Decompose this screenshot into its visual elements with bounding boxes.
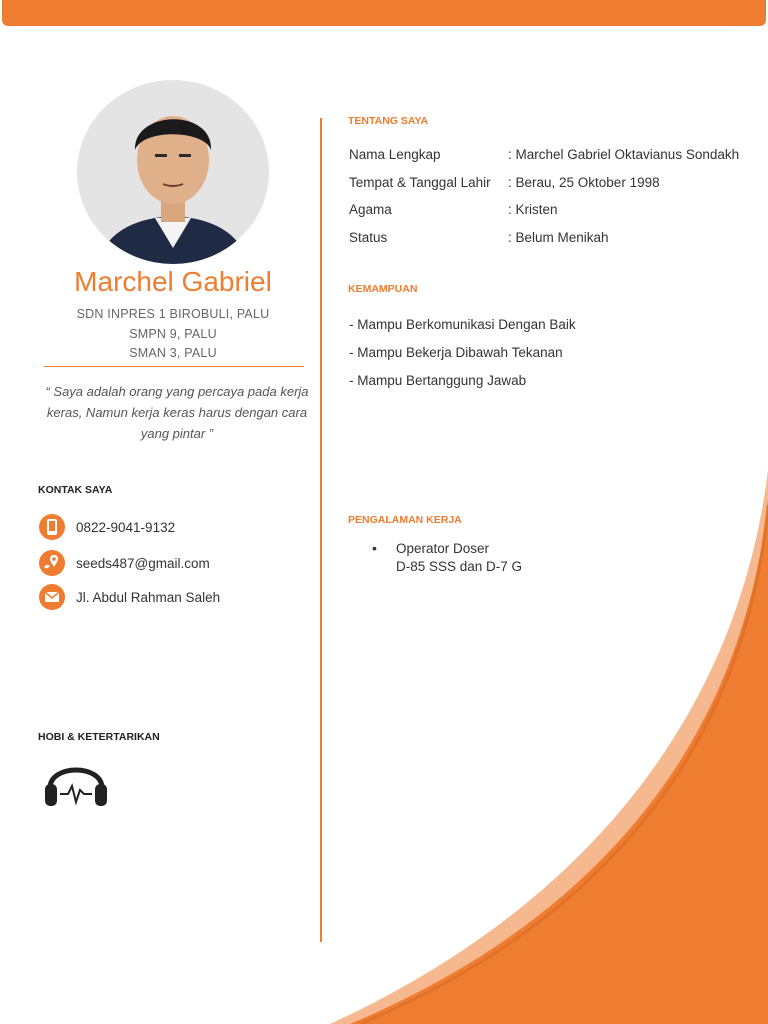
skills-heading: KEMAMPUAN: [348, 283, 418, 295]
vertical-divider: [320, 118, 322, 942]
about-heading: TENTANG SAYA: [348, 115, 429, 127]
info-row-status: [349, 230, 609, 245]
info-label: Tempat & Tanggal Lahir: [349, 175, 491, 190]
info-row-name: [349, 147, 739, 162]
contact-email: [38, 548, 210, 578]
skill-item: - Mampu Bertanggung Jawab: [349, 373, 527, 388]
info-label: Status: [349, 230, 388, 245]
info-row-religion: [349, 202, 558, 217]
experience-line: D-85 SSS dan D-7 G: [396, 559, 523, 574]
left-divider: [44, 366, 304, 367]
location-icon: [38, 549, 66, 577]
address-text: Jl. Abdul Rahman Saleh: [76, 589, 221, 605]
education-item: SDN INPRES 1 BIROBULI, PALU: [76, 307, 270, 321]
contact-phone: [38, 512, 175, 542]
experience-heading: PENGALAMAN KERJA: [348, 514, 462, 526]
headphones-icon: [42, 754, 110, 810]
contact-address: [38, 582, 220, 612]
contact-heading: KONTAK SAYA: [38, 484, 113, 496]
education-item: SMPN 9, PALU: [129, 327, 217, 341]
experience-line: Operator Doser: [396, 541, 490, 556]
mail-icon: [38, 583, 66, 611]
phone-text: 0822-9041-9132: [76, 519, 176, 535]
info-value: : Marchel Gabriel Oktavianus Sondakh: [508, 147, 740, 162]
info-label: Nama Lengkap: [349, 147, 441, 162]
info-label: Agama: [349, 202, 392, 217]
profile-quote: “ Saya adalah orang yang percaya pada kerja keras, Namun kerja keras harus dengan cara yang pintar ”: [45, 384, 309, 441]
phone-icon: [38, 513, 66, 541]
profile-name: Marchel Gabriel: [74, 266, 272, 297]
info-value: : Berau, 25 Oktober 1998: [508, 175, 660, 190]
skill-item: - Mampu Berkomunikasi Dengan Baik: [349, 317, 576, 332]
education-item: SMAN 3, PALU: [129, 346, 217, 360]
profile-photo: [77, 80, 269, 264]
skill-item: - Mampu Bekerja Dibawah Tekanan: [349, 345, 563, 360]
info-row-birth: [349, 175, 660, 190]
top-accent-bar: [2, 0, 766, 26]
email-text: seeds487@gmail.com: [76, 555, 210, 571]
bullet: •: [372, 540, 377, 556]
hobby-heading: HOBI & KETERTARIKAN: [38, 731, 160, 743]
info-value: : Kristen: [508, 202, 558, 217]
info-value: : Belum Menikah: [508, 230, 609, 245]
experience-item: [372, 540, 522, 576]
